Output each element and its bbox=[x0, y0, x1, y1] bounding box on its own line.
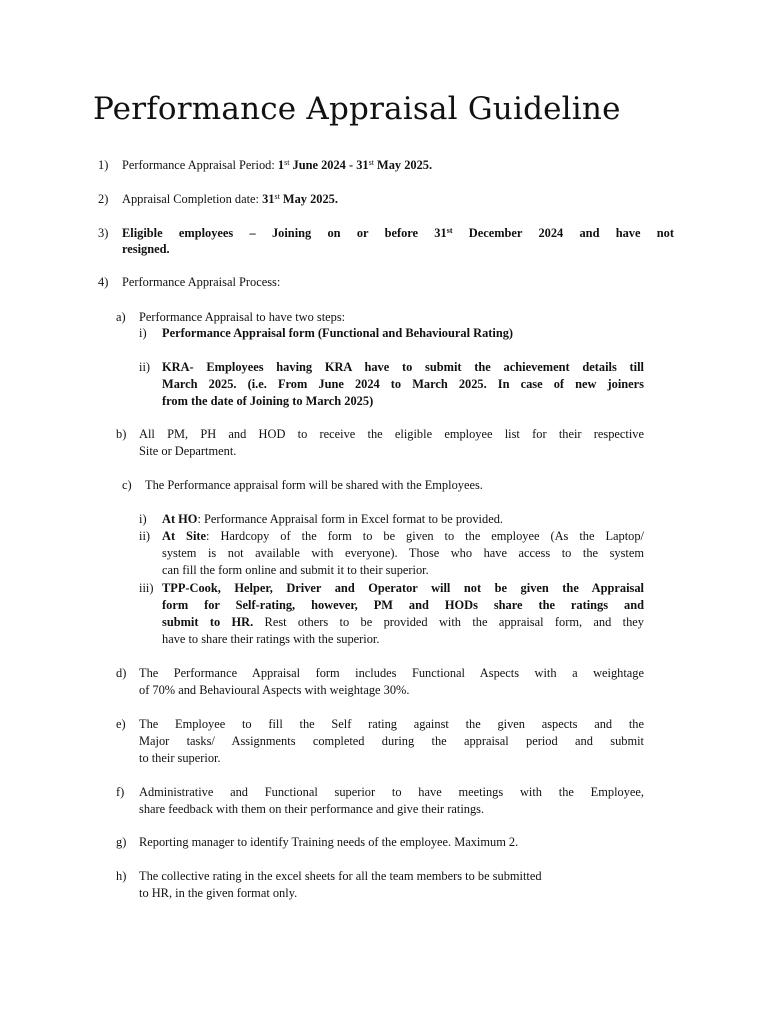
completion-rest: May 2025. bbox=[279, 192, 338, 206]
appraisal-period-line bbox=[122, 157, 432, 174]
at-site-line-3: can fill the form online and submit it to their superior. bbox=[162, 563, 429, 577]
page-title: Performance Appraisal Guideline bbox=[93, 91, 621, 127]
sub-item-letter: a) bbox=[116, 310, 126, 324]
at-ho-label: At HO bbox=[162, 512, 198, 526]
form-shared-text: The Performance appraisal form will be shared with the Employees. bbox=[145, 478, 483, 492]
self-rating-line-2: Major tasks/ Assignments completed during the appraisal period and submit bbox=[139, 734, 644, 748]
at-ho-line bbox=[162, 511, 503, 528]
eligibility-text-b: December 2024 and have not bbox=[452, 226, 674, 240]
sub-item-letter: h) bbox=[116, 869, 127, 883]
ordinal-suffix: st bbox=[274, 192, 280, 201]
sub-item-letter: f) bbox=[116, 785, 125, 799]
superior-line-2: share feedback with them on their performance and give their ratings. bbox=[139, 802, 485, 816]
training-needs-line: Reporting manager to identify Training needs of the employee. Maximum 2. bbox=[139, 835, 519, 849]
superior-line-1: Administrative and Functional superior to have meetings with the Employee, bbox=[139, 785, 644, 799]
at-site-line-1 bbox=[162, 528, 644, 545]
tpp-line-4: have to share their ratings with the superior. bbox=[162, 632, 380, 646]
item-number: 2) bbox=[98, 192, 109, 206]
ordinal-suffix: st bbox=[368, 158, 374, 167]
period-start-rest: June 2024 - 31 bbox=[289, 158, 369, 172]
appraisal-period-label: Performance Appraisal Period: bbox=[122, 158, 278, 172]
sub-item-letter: g) bbox=[116, 835, 127, 849]
period-end-rest: May 2025. bbox=[373, 158, 433, 172]
eligible-list-line-2: Site or Department. bbox=[139, 444, 237, 458]
item-number: 1) bbox=[98, 158, 109, 172]
kra-line-2: March 2025. (i.e. From June 2024 to March 2025. In case of new joiners bbox=[162, 377, 644, 391]
item-number: 3) bbox=[98, 226, 109, 240]
sub-item-letter: d) bbox=[116, 666, 127, 680]
sub-item-letter: c) bbox=[122, 478, 132, 492]
rest-others-text: Rest others to be provided with the appraisal form, and they bbox=[253, 615, 644, 629]
roman-numeral: i) bbox=[139, 512, 147, 526]
kra-line-1: KRA- Employees having KRA have to submit the achievement details till bbox=[162, 360, 644, 374]
eligibility-text-a: Eligible employees – Joining on or before 31 bbox=[122, 226, 447, 240]
eligible-list-line-1: All PM, PH and HOD to receive the eligible employee list for their respective bbox=[139, 427, 644, 441]
tpp-line-3 bbox=[162, 614, 644, 631]
sub-item-letter: b) bbox=[116, 427, 127, 441]
period-start-day: 1 bbox=[277, 158, 285, 172]
at-site-line-2: system is not available with everyone). Those who have access to the system bbox=[162, 546, 644, 560]
at-site-text: : Hardcopy of the form to be given to the employee (As the Laptop/ bbox=[206, 529, 644, 543]
ordinal-suffix: st bbox=[446, 226, 453, 235]
roman-numeral: i) bbox=[139, 326, 147, 340]
weightage-line-2: of 70% and Behavioural Aspects with weightage 30%. bbox=[139, 683, 410, 697]
collective-rating-line-1: The collective rating in the excel sheets for all the team members to be submitted bbox=[139, 869, 542, 883]
tpp-line-2: form for Self-rating, however, PM and HODs share the ratings and bbox=[162, 598, 644, 612]
completion-date-label: Appraisal Completion date: bbox=[122, 192, 263, 206]
completion-date-line bbox=[122, 191, 338, 208]
process-heading: Performance Appraisal Process: bbox=[122, 275, 281, 289]
self-rating-line-3: to their superior. bbox=[139, 751, 221, 765]
self-rating-line-1: The Employee to fill the Self rating against the given aspects and the bbox=[139, 717, 644, 731]
collective-rating-line-2: to HR, in the given format only. bbox=[139, 886, 298, 900]
two-steps-text: Performance Appraisal to have two steps: bbox=[139, 310, 346, 324]
item-number: 4) bbox=[98, 275, 109, 289]
kra-line-3: from the date of Joining to March 2025) bbox=[162, 394, 374, 408]
eligibility-line-1 bbox=[122, 225, 674, 242]
roman-numeral: iii) bbox=[139, 581, 154, 595]
step-form-text: Performance Appraisal form (Functional and Behavioural Rating) bbox=[162, 326, 514, 340]
at-ho-text: : Performance Appraisal form in Excel format to be provided. bbox=[197, 512, 503, 526]
sub-item-letter: e) bbox=[116, 717, 126, 731]
completion-day: 31 bbox=[262, 192, 275, 206]
submit-hr-text: submit to HR. bbox=[162, 615, 254, 629]
tpp-line-1: TPP-Cook, Helper, Driver and Operator will not be given the Appraisal bbox=[162, 581, 644, 595]
eligibility-line-2: resigned. bbox=[122, 242, 170, 256]
weightage-line-1: The Performance Appraisal form includes Functional Aspects with a weightage bbox=[139, 666, 644, 680]
ordinal-suffix: st bbox=[284, 158, 290, 167]
roman-numeral: ii) bbox=[139, 529, 151, 543]
at-site-label: At Site bbox=[162, 529, 207, 543]
roman-numeral: ii) bbox=[139, 360, 151, 374]
